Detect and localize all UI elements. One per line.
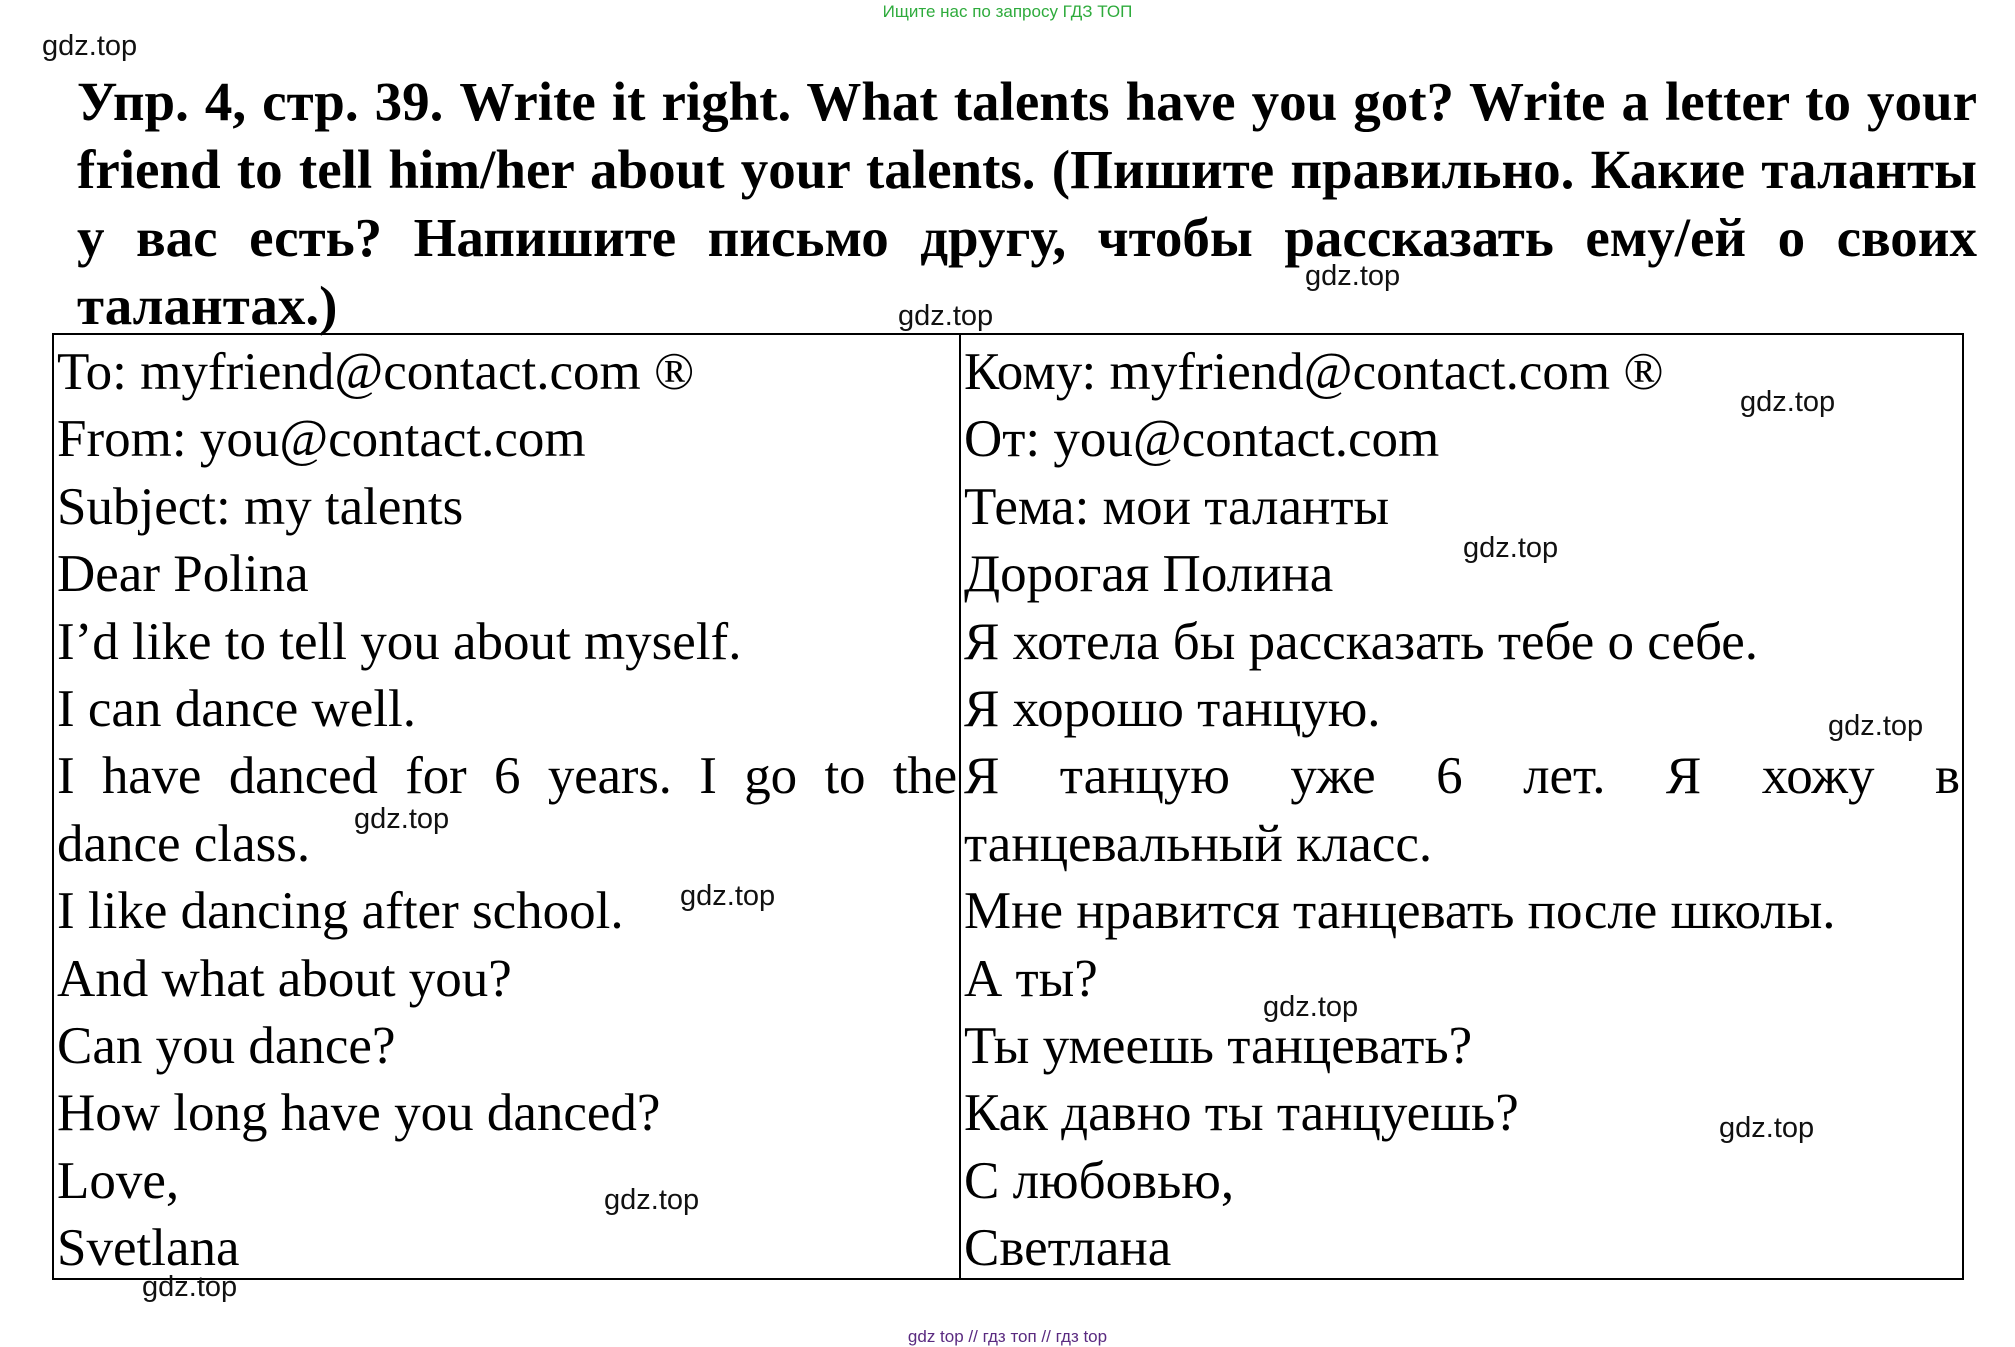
watermark: gdz.top (1719, 1112, 1815, 1144)
footer-links[interactable]: gdz top // гдз топ // гдз top (907, 1327, 1108, 1346)
watermark: gdz.top (1463, 532, 1559, 564)
letter-line: Ты умеешь танцевать? (964, 1017, 1473, 1076)
letter-line: Я хорошо танцую. (964, 680, 1381, 739)
letter-table (52, 333, 1964, 1280)
letter-line: Как давно ты танцуешь? (964, 1084, 1519, 1143)
watermark: gdz.top (898, 300, 994, 332)
watermark: gdz.top (142, 1271, 238, 1303)
top-banner-link[interactable]: Ищите нас по запросу ГДЗ ТОП (882, 2, 1133, 21)
english-letter-column (54, 335, 961, 1278)
letter-line: How long have you danced? (57, 1084, 661, 1143)
watermark: gdz.top (354, 803, 450, 835)
letter-line: А ты? (964, 949, 1098, 1008)
letter-line-signature: Svetlana (57, 1219, 240, 1278)
letter-line-subject: Тема: мои таланты (964, 477, 1390, 536)
letter-line-from: От: you@contact.com (964, 410, 1440, 469)
letter-line-from: From: you@contact.com (57, 410, 586, 469)
letter-line: Я танцую уже 6 лет. Я хожу в (964, 747, 1960, 806)
letter-line-greeting: Дорогая Полина (964, 545, 1334, 604)
letter-line: I have danced for 6 years. I go to the (57, 747, 957, 806)
letter-line: Я хотела бы рассказать тебе о себе. (964, 612, 1759, 671)
letter-line: I like dancing after school. (57, 882, 624, 941)
watermark: gdz.top (1305, 260, 1401, 292)
watermark: gdz.top (1828, 710, 1924, 742)
watermark: gdz.top (1263, 991, 1359, 1023)
letter-line-closing: С любовью, (964, 1151, 1235, 1210)
letter-line: I’d like to tell you about myself. (57, 612, 742, 671)
letter-line-closing: Love, (57, 1151, 180, 1210)
letter-line-subject: Subject: my talents (57, 477, 464, 536)
letter-line: And what about you? (57, 949, 512, 1008)
watermark: gdz.top (1740, 386, 1836, 418)
letter-line-to: To: myfriend@contact.com ® (57, 343, 695, 401)
letter-line: dance class. (57, 814, 311, 873)
letter-line: I can dance well. (57, 680, 417, 739)
letter-line-to: Кому: myfriend@contact.com ® (964, 343, 1664, 401)
letter-line: танцевальный класс. (964, 814, 1433, 873)
watermark: gdz.top (42, 30, 138, 62)
letter-line: Мне нравится танцевать после школы. (964, 882, 1836, 941)
letter-line: Can you dance? (57, 1017, 396, 1076)
watermark: gdz.top (604, 1184, 700, 1216)
watermark: gdz.top (680, 880, 776, 912)
exercise-heading: Упр. 4, стр. 39. Write it right. What talents have you got? Write a letter to your friend to tell him/her about your talents. (Пишите правильно. Какие таланты у вас есть? Напишите письмо другу, чтобы рассказать ему/ей о своих талантах.) (77, 71, 1977, 336)
letter-line-greeting: Dear Polina (57, 545, 309, 604)
letter-line-signature: Светлана (964, 1219, 1172, 1278)
